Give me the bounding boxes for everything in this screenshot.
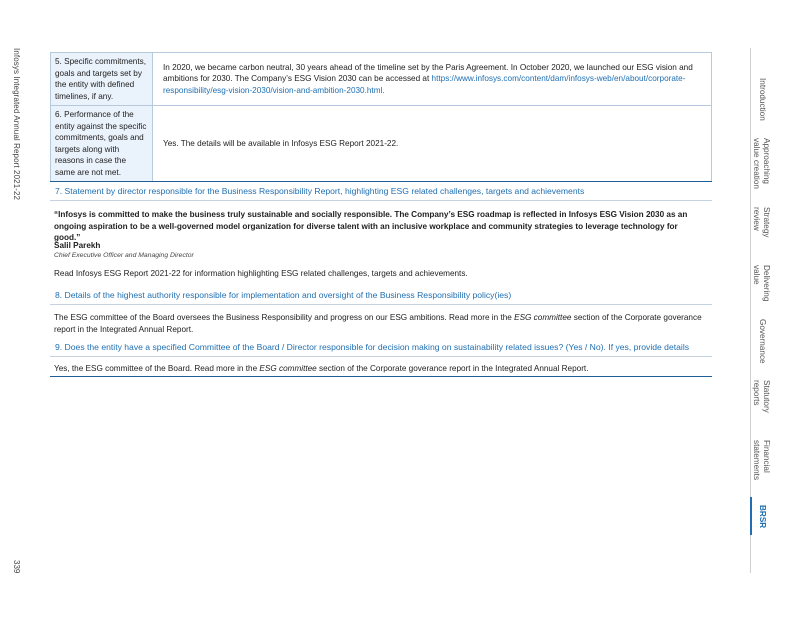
nav-label: Governance — [758, 319, 767, 364]
question-cell: 5. Specific commitments, goals and targets set by the entity with defined timelines, if any. — [51, 53, 153, 106]
director-quote: “Infosys is committed to make the business truly sustainable and socially responsible. The Company’s ESG roadmap is reflected in Infosys ESG Vision 2030 as an ongoing aspiration to be a well-governed model organization for diverse talent with an inclusive workplace and community strategies to leverage technology for good.” — [54, 210, 688, 242]
section-8-italic: ESG committee — [514, 313, 572, 322]
nav-label: BRSR — [758, 505, 767, 529]
nav-active-indicator — [750, 497, 752, 535]
table-row — [51, 106, 712, 182]
section-8-text-part: section of the Corporate goverance report in the Integrated Annual Report. — [54, 313, 702, 334]
esg-vision-link[interactable]: https://www.infosys.com/content/dam/infosys-web/en/about/corporate-responsibility/esg-vision-2030/vision-and-ambition-2030.html. — [163, 74, 686, 95]
question-cell: 6. Performance of the entity against the specific commitments, goals and targets along with reasons in case the same are not met. — [51, 106, 153, 182]
end-rule — [50, 376, 712, 377]
nav-label: Introduction — [758, 78, 767, 121]
signer-name: Salil Parekh — [54, 241, 101, 250]
section-9-text-part: Yes, the ESG committee of the Board. Read more in the — [54, 364, 260, 373]
nav-rail-line — [750, 48, 751, 573]
section-7-note: Read Infosys ESG Report 2021-22 for information highlighting ESG related challenges, targets and achievements. — [54, 269, 468, 278]
answer-cell: Yes. The details will be available in Infosys ESG Report 2021-22. — [153, 106, 712, 182]
left-rail — [0, 0, 40, 618]
section-7-heading: 7. Statement by director responsible for the Business Responsibility Report, highlighting ESG related challenges, targets and achievements — [50, 186, 712, 201]
signer-title: Chief Executive Officer and Managing Director — [54, 252, 194, 259]
section-8-text-part: The ESG committee of the Board oversees the Business Responsibility and progress on our ESG ambitions. Read more in the — [54, 313, 515, 322]
section-9-text-part: section of the Corporate goverance report in the Integrated Annual Report. — [316, 364, 589, 373]
nav-label: Statutory reports — [752, 380, 771, 413]
commitments-table — [50, 52, 712, 182]
nav-label: Strategy review — [752, 207, 771, 238]
answer-text: In 2020, we became carbon neutral, 30 years ahead of the timeline set by the Paris Agreement. In October 2020, we launched our ESG vision and ambitions for 2030. The Company’s ESG Vision 2030 can be accessed at — [163, 62, 693, 84]
page-number: 339 — [12, 560, 21, 574]
answer-cell — [153, 53, 712, 106]
nav-label: Approaching value creation — [752, 138, 771, 189]
section-8-text — [50, 312, 704, 335]
section-9-text — [50, 363, 704, 375]
nav-label: Delivering value — [752, 265, 771, 302]
nav-label: Financial statements — [752, 440, 771, 481]
section-9-italic: ESG committee — [259, 364, 317, 373]
table-row — [51, 53, 712, 106]
running-header: Infosys Integrated Annual Report 2021-22 — [12, 48, 21, 201]
section-9-heading: 9. Does the entity have a specified Committee of the Board / Director responsible for decision making on sustainability related issues? (Yes / No). If yes, provide details — [50, 342, 712, 357]
section-8-heading: 8. Details of the highest authority responsible for implementation and oversight of the Business Responsibility policy(ies) — [50, 290, 712, 305]
